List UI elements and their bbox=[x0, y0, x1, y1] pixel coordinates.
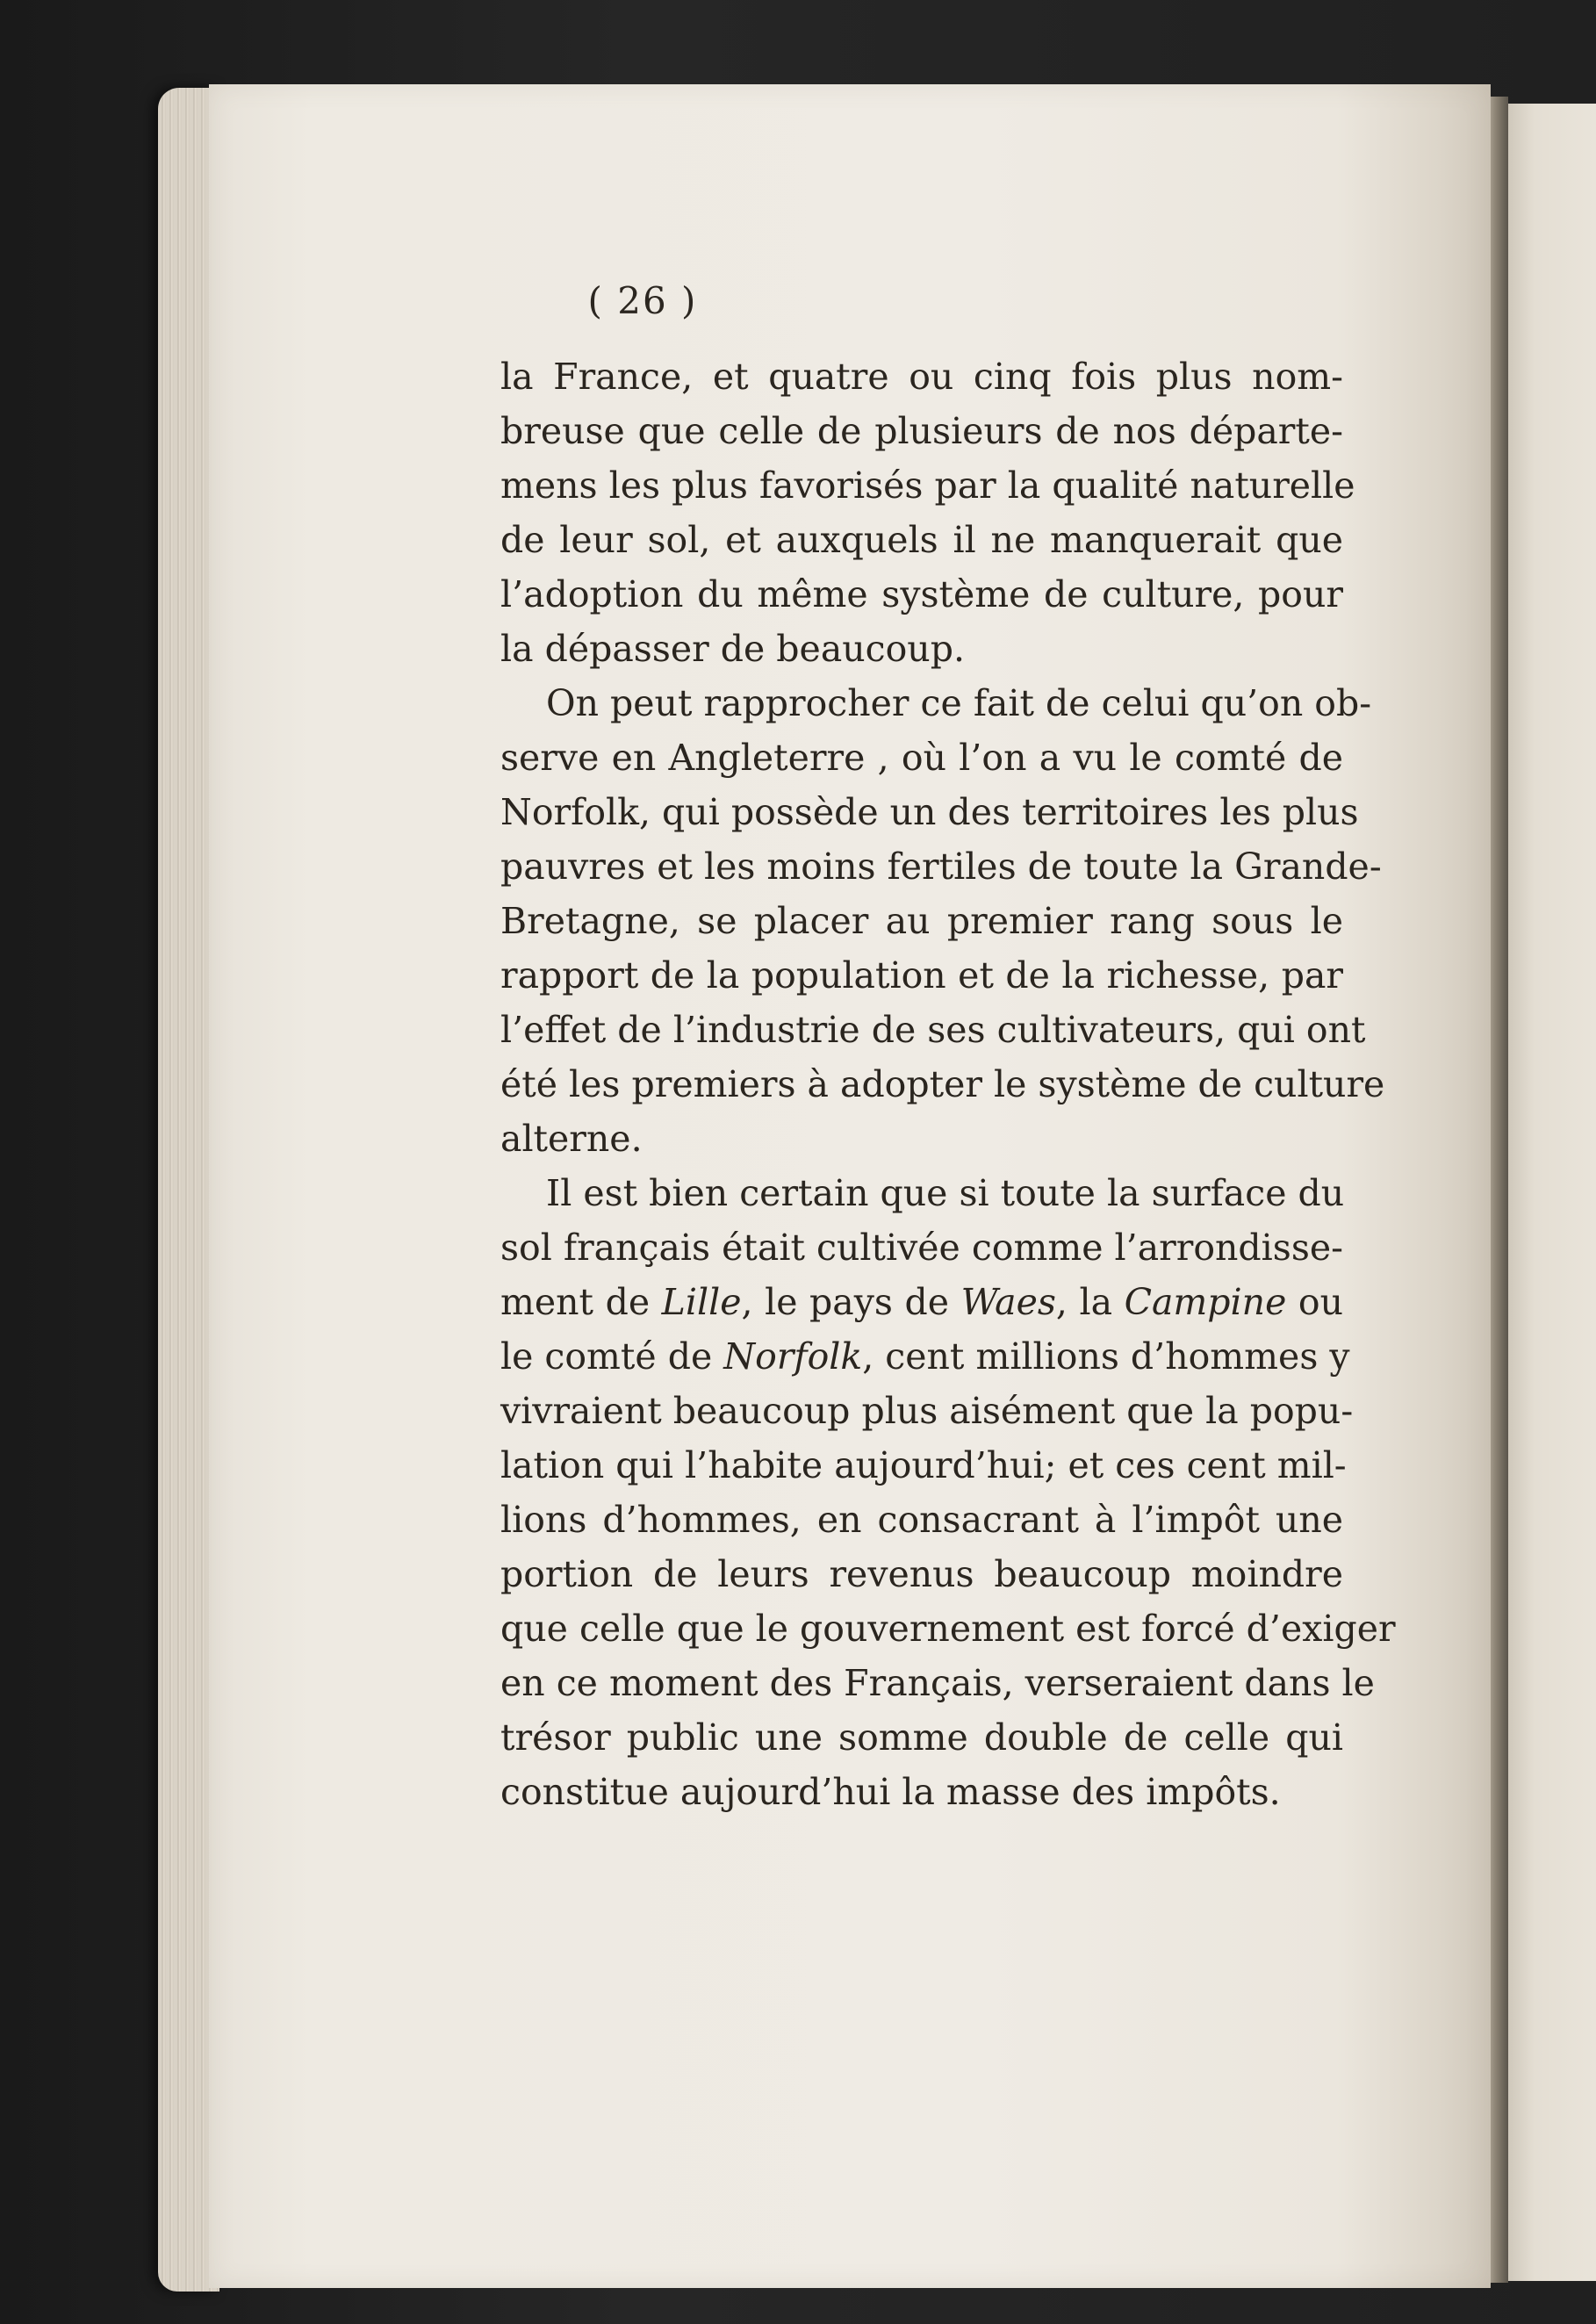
text-line: serve en Angleterre , où l’on a vu le comté de bbox=[500, 737, 1343, 779]
text-line: rapport de la population et de la richesse, par bbox=[500, 954, 1343, 997]
text-segment: le comté de bbox=[500, 1335, 724, 1378]
text-line: en ce moment des Français, verseraient dans le bbox=[500, 1662, 1375, 1704]
text-segment: , cent millions d’hommes y bbox=[862, 1335, 1350, 1378]
facing-page-edge bbox=[1508, 104, 1596, 2281]
text-line: Il est bien certain que si toute la surface du bbox=[546, 1172, 1345, 1214]
text-line: été les premiers à adopter le système de culture bbox=[500, 1063, 1385, 1105]
text-line: lation qui l’habite aujourd’hui; et ces cent mil- bbox=[500, 1444, 1347, 1486]
text-line: l’effet de l’industrie de ses cultivateurs, qui ont bbox=[500, 1009, 1366, 1051]
place-name-lille: Lille bbox=[661, 1281, 742, 1323]
text-line: la France, et quatre ou cinq fois plus nom- bbox=[500, 356, 1343, 398]
text-line: breuse que celle de plusieurs de nos départe- bbox=[500, 410, 1343, 452]
text-line bbox=[500, 1329, 1350, 1384]
text-line: On peut rapprocher ce fait de celui qu’on ob- bbox=[546, 682, 1372, 724]
text-line: Bretagne, se placer au premier rang sous le bbox=[500, 900, 1343, 942]
text-segment: ment de bbox=[500, 1281, 662, 1323]
text-line: sol français était cultivée comme l’arrondisse- bbox=[500, 1227, 1343, 1269]
text-line: trésor public une somme double de celle qui bbox=[500, 1716, 1343, 1759]
text-line: l’adoption du même système de culture, pour bbox=[500, 573, 1343, 615]
text-line: constitue aujourd’hui la masse des impôts. bbox=[500, 1771, 1281, 1813]
text-line: alterne. bbox=[500, 1118, 643, 1160]
text-line: pauvres et les moins fertiles de toute la Grande- bbox=[500, 845, 1382, 888]
text-line: la dépasser de beaucoup. bbox=[500, 628, 965, 670]
text-line: lions d’hommes, en consacrant à l’impôt une bbox=[500, 1499, 1343, 1541]
text-segment: ou bbox=[1286, 1281, 1343, 1323]
text-line: portion de leurs revenus beaucoup moindre bbox=[500, 1553, 1343, 1595]
text-line: que celle que le gouvernement est forcé d’exiger bbox=[500, 1608, 1396, 1650]
text-line: Norfolk, qui possède un des territoires les plus bbox=[500, 791, 1359, 833]
text-line: de leur sol, et auxquels il ne manquerait que bbox=[500, 519, 1343, 561]
place-name-waes: Waes bbox=[960, 1281, 1056, 1323]
text-line: vivraient beaucoup plus aisément que la popu- bbox=[500, 1390, 1354, 1432]
text-line bbox=[500, 1275, 1343, 1329]
text-line: mens les plus favorisés par la qualité naturelle bbox=[500, 464, 1355, 507]
place-name-norfolk: Norfolk bbox=[723, 1335, 863, 1378]
text-segment: , le pays de bbox=[741, 1281, 961, 1323]
place-name-campine: Campine bbox=[1124, 1281, 1287, 1323]
page-number: ( 26 ) bbox=[587, 279, 698, 322]
text-segment: , la bbox=[1055, 1281, 1125, 1323]
